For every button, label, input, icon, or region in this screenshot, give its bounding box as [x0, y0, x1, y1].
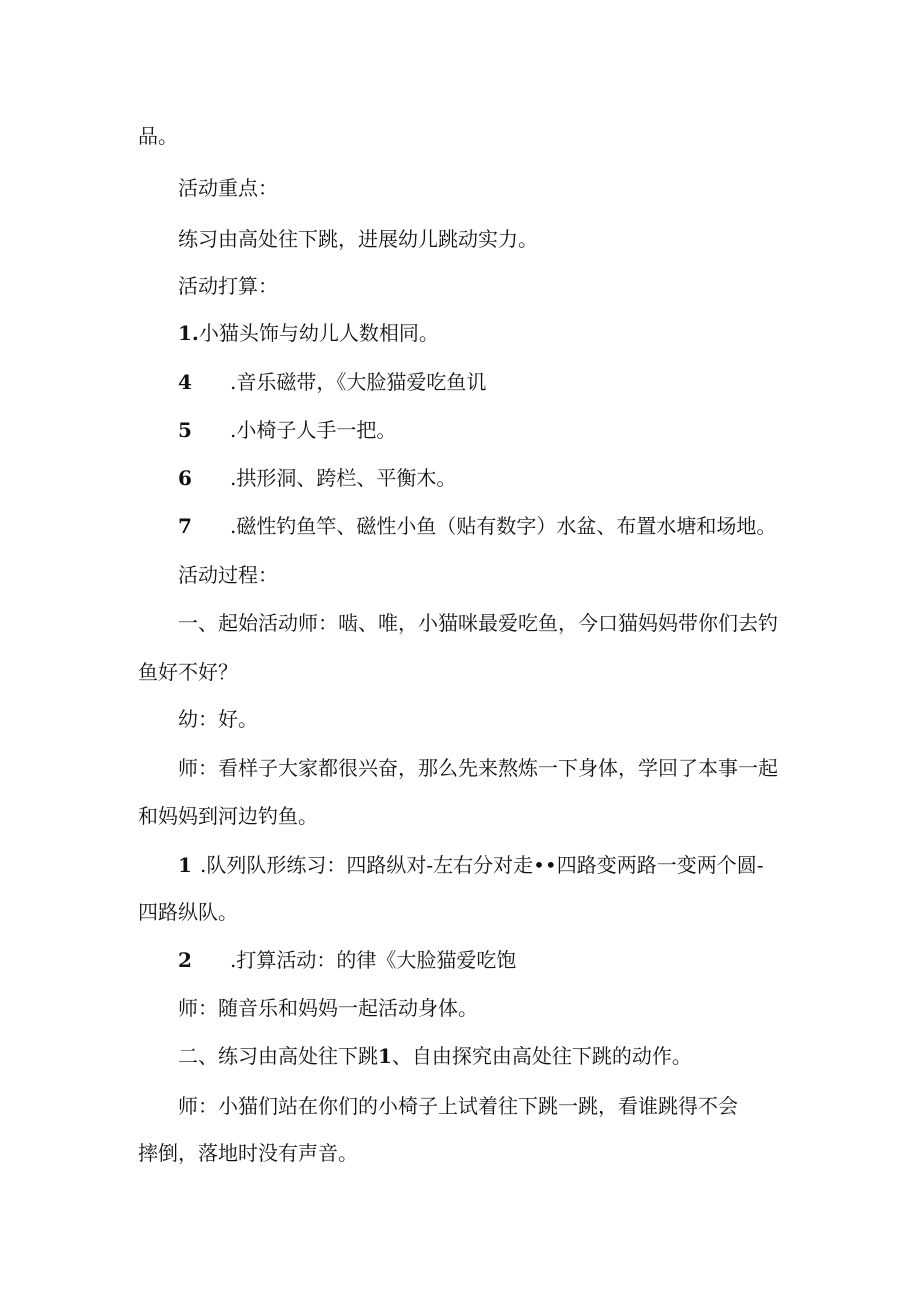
list-text: .小椅子人手一把。: [230, 418, 397, 442]
list-text: .队列队形练习：四路纵对-左右分对走••四路变两路一变两个圆-: [200, 853, 764, 877]
list-number: 5: [178, 418, 192, 442]
list-number: 1: [178, 853, 192, 877]
text-line: 师：小猫们站在你们的小椅子上试着往下跳一跳，看谁跳得不会: [178, 1094, 738, 1118]
list-text: .打算活动：的律《大脸猫爱吃饱: [230, 948, 517, 972]
list-number: 1.: [178, 321, 199, 345]
list-item: [178, 370, 486, 394]
text-line: 师：看样子大家都很兴奋，那么先来熬炼一下身体，学回了本事一起: [178, 756, 778, 780]
text-line: 一、起始活动师：啮、唯，小猫咪最爱吃鱼，今口猫妈妈带你们去钓: [178, 611, 778, 635]
list-item: [178, 466, 456, 490]
section-heading-preparation: 活动打算：: [178, 274, 278, 298]
text-line: 鱼好不好？: [138, 660, 238, 684]
text-segment: 、自由探究由高处往下跳的动作。: [391, 1044, 692, 1068]
list-number: 2: [178, 948, 192, 972]
text-line: 幼：好。: [178, 707, 258, 731]
text-line: 练习由高处往下跳，进展幼儿跳动实力。: [178, 227, 538, 251]
list-item: [178, 418, 396, 442]
text-line: 品。: [138, 124, 178, 148]
list-item: [178, 321, 439, 345]
list-text: .音乐磁带，《大脸猫爱吃鱼讥: [230, 370, 487, 394]
list-item: [178, 514, 776, 538]
list-item: [178, 948, 516, 972]
text-line: 和妈妈到河边钓鱼。: [138, 804, 318, 828]
text-line: 摔倒，落地时没有声音。: [138, 1141, 358, 1165]
list-number: 1: [378, 1044, 392, 1068]
list-text: 小猫头饰与幼儿人数相同。: [198, 321, 439, 345]
list-number: 6: [178, 466, 192, 490]
list-text: .磁性钓鱼竿、磁性小鱼（贴有数字）水盆、布置水塘和场地。: [230, 514, 777, 538]
list-item: [178, 853, 763, 877]
text-line: 四路纵队。: [138, 900, 238, 924]
list-text: .拱形洞、跨栏、平衡木。: [230, 466, 457, 490]
text-segment: 二、练习由高处往下跳: [178, 1044, 378, 1068]
text-line: [178, 1044, 692, 1068]
list-number: 7: [178, 514, 192, 538]
section-heading-process: 活动过程：: [178, 563, 278, 587]
list-number: 4: [178, 370, 192, 394]
section-heading-focus: 活动重点：: [178, 176, 278, 200]
text-line: 师：随音乐和妈妈一起活动身体。: [178, 996, 478, 1020]
